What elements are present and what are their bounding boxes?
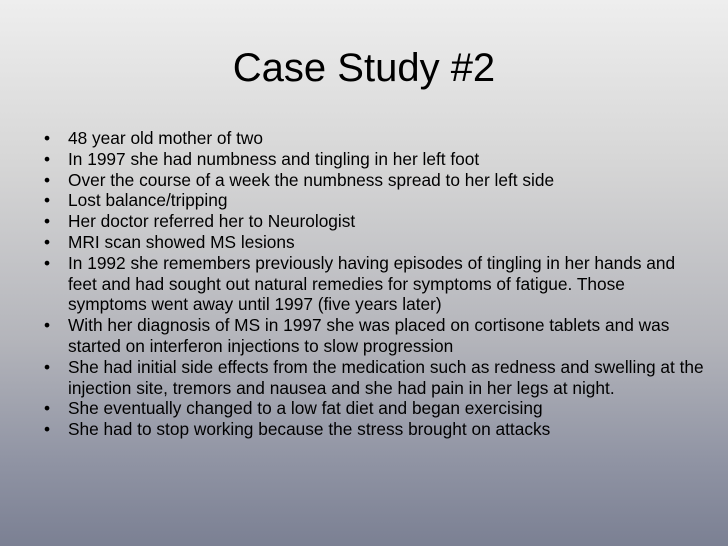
bullet-text: 48 year old mother of two bbox=[68, 128, 263, 148]
bullet-item-7 bbox=[44, 253, 704, 315]
bullet-text: Her doctor referred her to Neurologist bbox=[68, 211, 356, 232]
bullet-list bbox=[44, 128, 704, 440]
bullet-icon: • bbox=[44, 231, 51, 252]
bullet-item-5 bbox=[44, 211, 704, 232]
bullet-text: Lost balance/tripping bbox=[68, 190, 228, 211]
bullet-icon: • bbox=[44, 128, 51, 148]
bullet-icon: • bbox=[44, 315, 51, 336]
bullet-item-4 bbox=[44, 190, 704, 211]
bullet-icon: • bbox=[44, 211, 51, 232]
bullet-item-2 bbox=[44, 149, 704, 170]
bullet-icon: • bbox=[44, 252, 51, 273]
bullet-icon: • bbox=[44, 356, 51, 377]
slide-title: Case Study #2 bbox=[232, 46, 496, 90]
bullet-text: She had to stop working because the stress brought on attacks bbox=[68, 419, 551, 440]
bullet-text: In 1992 she remembers previously having episodes of tingling in her hands and feet and had sought out natural remedies for symptoms of fatigue. Those symptoms went away until 1997 (five years later) bbox=[68, 252, 676, 315]
bullet-item-6 bbox=[44, 232, 704, 253]
bullet-text: Over the course of a week the numbness spread to her left side bbox=[68, 169, 555, 190]
bullet-text: MRI scan showed MS lesions bbox=[68, 231, 295, 252]
bullet-text: With her diagnosis of MS in 1997 she was placed on cortisone tablets and was started on interferon injections to slow progression bbox=[68, 315, 670, 356]
bullet-icon: • bbox=[44, 148, 51, 169]
bullet-item-1 bbox=[44, 128, 704, 149]
bullet-item-3 bbox=[44, 170, 704, 191]
bullet-icon: • bbox=[44, 398, 51, 419]
bullet-text: She had initial side effects from the medication such as redness and swelling at the injection site, tremors and nausea and she had pain in her legs at night. bbox=[68, 356, 704, 398]
bullet-item-10 bbox=[44, 398, 704, 419]
bullet-icon: • bbox=[44, 419, 51, 440]
bullet-item-8 bbox=[44, 315, 704, 357]
bullet-icon: • bbox=[44, 190, 51, 211]
bullet-text: She eventually changed to a low fat diet and began exercising bbox=[68, 398, 543, 419]
bullet-item-9 bbox=[44, 357, 704, 399]
bullet-text: In 1997 she had numbness and tingling in her left foot bbox=[68, 148, 480, 169]
bullet-item-11 bbox=[44, 419, 704, 440]
bullet-icon: • bbox=[44, 169, 51, 190]
